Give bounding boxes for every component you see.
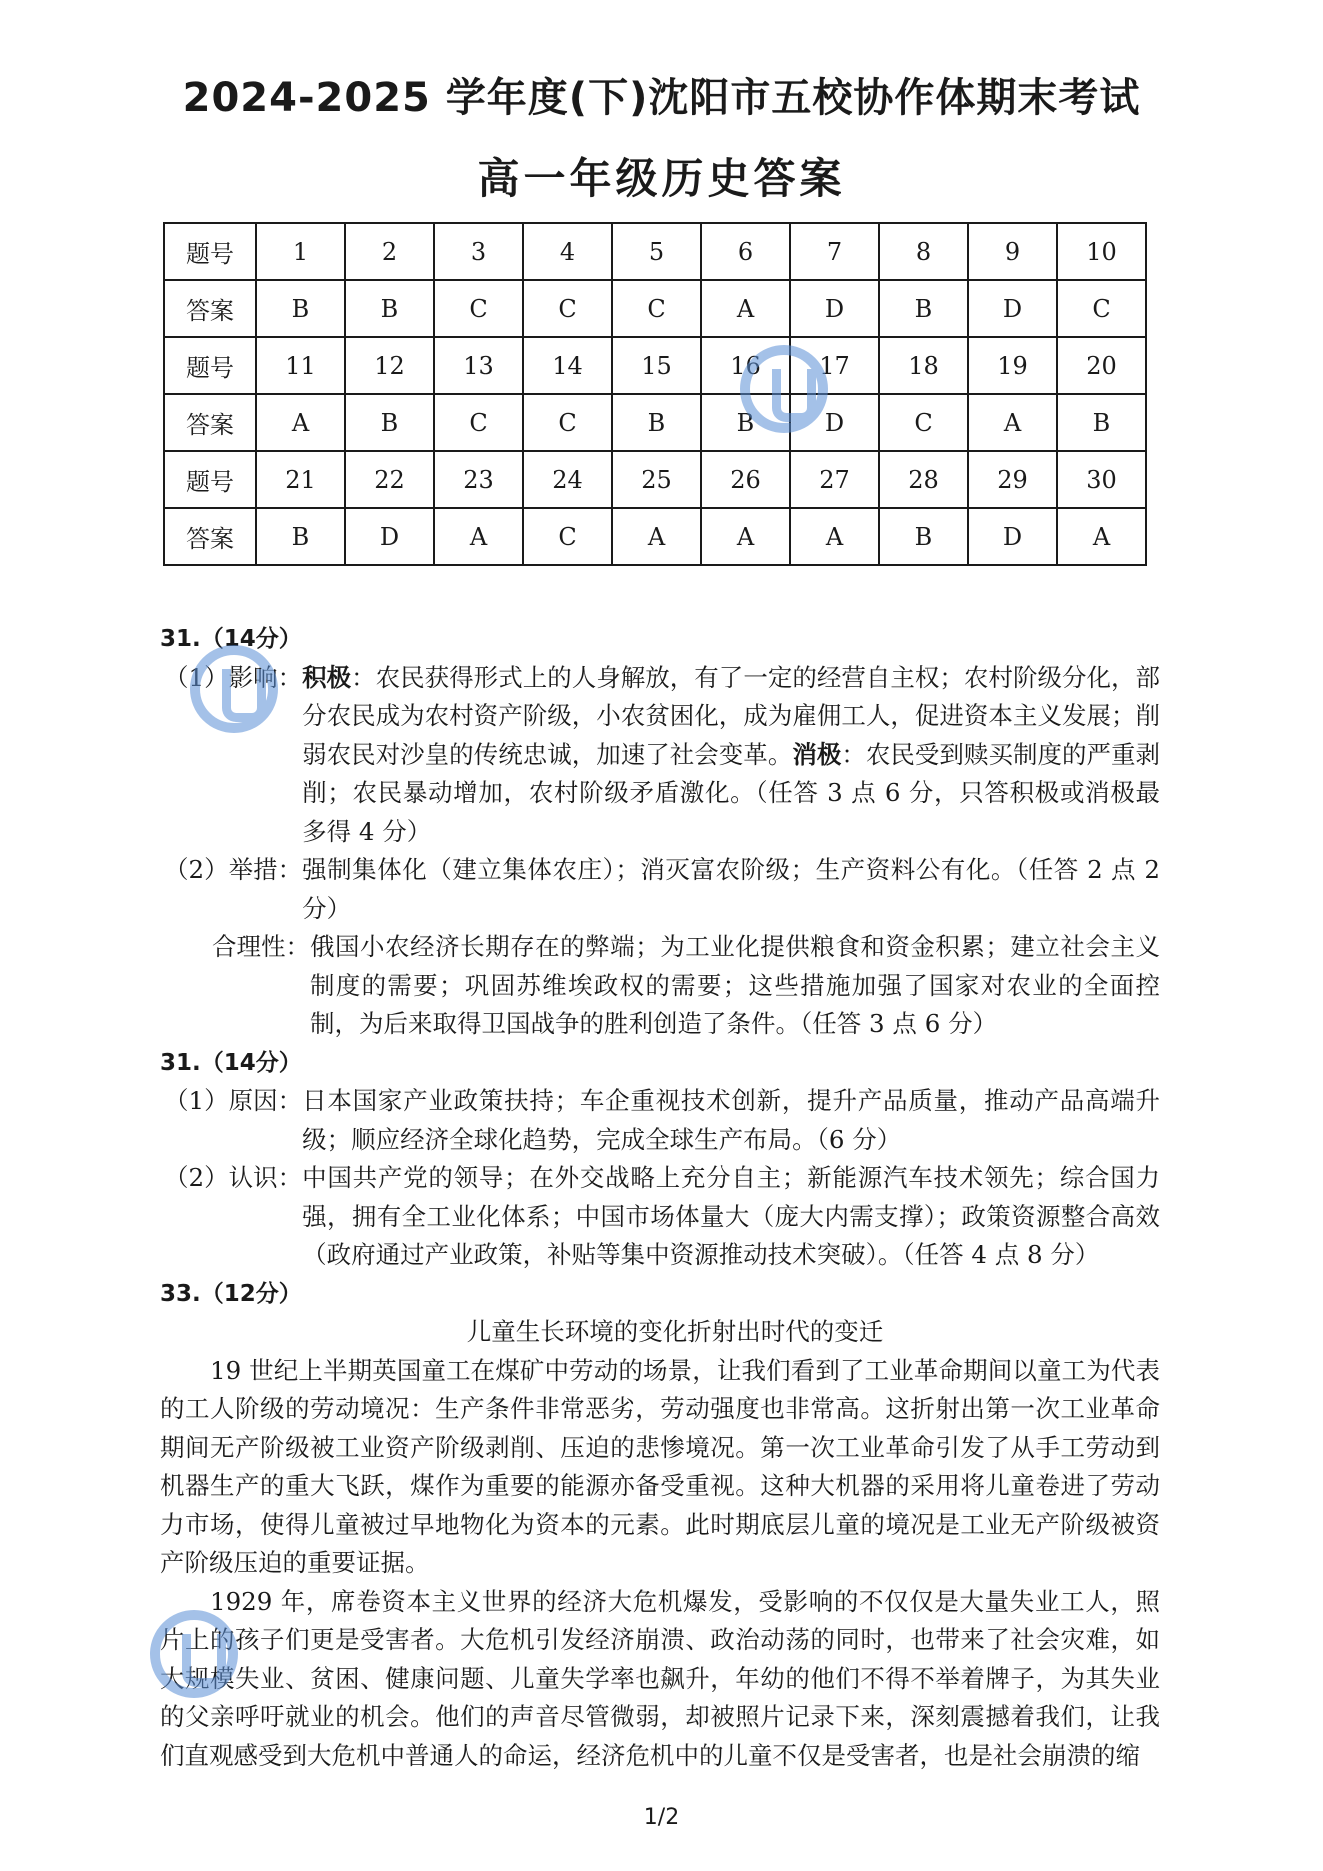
question-number-cell: 27 — [790, 451, 879, 508]
question-number-cell: 1 — [256, 223, 345, 280]
question-number-cell: 7 — [790, 223, 879, 280]
question-33-heading: 33.（12分） — [160, 1280, 302, 1307]
part-label: （2）举措： — [164, 855, 303, 884]
answer-cell: B — [879, 280, 968, 337]
row-label-question: 题号 — [164, 337, 256, 394]
answer-cell: A — [256, 394, 345, 451]
answer-cell: D — [968, 280, 1057, 337]
question-number-cell: 23 — [434, 451, 523, 508]
question-number-cell: 21 — [256, 451, 345, 508]
question-number-cell: 15 — [612, 337, 701, 394]
question-32-part-1 — [160, 1082, 1160, 1159]
answer-row — [164, 508, 1146, 565]
text-positive: ：农民获得形式上的人身解放，有了一定的经营自主权；农村阶级分化，部分农民成为农村资产阶级，小农贫困化，成为雇佣工人，促进资本主义发展；削弱农民对沙皇的传统忠诚，加速了社会变革。 — [302, 662, 1161, 769]
answer-cell: C — [1057, 280, 1146, 337]
question-31-part-2 — [160, 851, 1160, 928]
keyword-negative: 消极 — [792, 739, 842, 769]
part-label: （2）认识： — [164, 1163, 303, 1192]
question-number-cell: 10 — [1057, 223, 1146, 280]
answer-cell: C — [434, 280, 523, 337]
answer-cell: A — [612, 508, 701, 565]
question-31-part-1 — [160, 659, 1160, 852]
question-32-part-2 — [160, 1159, 1160, 1275]
question-number-cell: 17 — [790, 337, 879, 394]
answer-cell: B — [256, 280, 345, 337]
part-text — [302, 659, 1160, 852]
question-number-cell: 20 — [1057, 337, 1146, 394]
question-number-cell: 29 — [968, 451, 1057, 508]
question-number-cell: 25 — [612, 451, 701, 508]
question-number-cell: 13 — [434, 337, 523, 394]
answer-cell: A — [434, 508, 523, 565]
question-number-row — [164, 337, 1146, 394]
question-number-cell: 6 — [701, 223, 790, 280]
answer-body — [160, 620, 1160, 1775]
answer-cell: C — [434, 394, 523, 451]
question-31-part-2-rationale — [160, 928, 1160, 1044]
answer-cell: B — [256, 508, 345, 565]
keyword-positive: 积极 — [302, 662, 352, 692]
answer-cell: C — [523, 394, 612, 451]
question-number-cell: 18 — [879, 337, 968, 394]
page-number: 1/2 — [643, 1805, 680, 1830]
question-number-cell: 24 — [523, 451, 612, 508]
answer-cell: C — [879, 394, 968, 451]
question-number-cell: 8 — [879, 223, 968, 280]
question-number-cell: 3 — [434, 223, 523, 280]
question-number-cell: 26 — [701, 451, 790, 508]
essay-paragraph-2: 1929 年，席卷资本主义世界的经济大危机爆发，受影响的不仅仅是大量失业工人，照片上的孩子们更是受害者。大危机引发经济崩溃、政治动荡的同时，也带来了社会灾难，如大规模失业、贫困、健康问题、儿童失学率也飙升，年幼的他们不得不举着牌子，为其失业的父亲呼吁就业的机会。他们的声音尽管微弱，却被照片记录下来，深刻震撼着我们，让我们直观感受到大危机中普通人的命运，经济危机中的儿童不仅是受害者，也是社会崩溃的缩 — [160, 1586, 1160, 1770]
answer-row — [164, 394, 1146, 451]
answer-cell: D — [790, 280, 879, 337]
essay-paragraph-1: 19 世纪上半期英国童工在煤矿中劳动的场景，让我们看到了工业革命期间以童工为代表的工人阶级的劳动境况：生产条件非常恶劣，劳动强度也非常高。这折射出第一次工业革命期间无产阶级被工业资产阶级剥削、压迫的悲惨境况。第一次工业革命引发了从手工劳动到机器生产的重大飞跃，煤作为重要的能源亦备受重视。这种大机器的采用将儿童卷进了劳动力市场，使得儿童被过早地物化为资本的元素。此时期底层儿童的境况是工业无产阶级被资产阶级压迫的重要证据。 — [160, 1355, 1160, 1577]
text-negative: ：农民受到赎买制度的严重剥削；农民暴动增加，农村阶级矛盾激化。（任答 3 点 6 分，只答积极或消极最多得 4 分） — [302, 739, 1161, 846]
essay-title: 儿童生长环境的变化折射出时代的变迁 — [466, 1317, 884, 1346]
question-32-heading: 31.（14分） — [160, 1049, 302, 1076]
answer-cell: C — [523, 280, 612, 337]
row-label-question: 题号 — [164, 451, 256, 508]
answer-table — [163, 222, 1147, 566]
question-number-cell: 9 — [968, 223, 1057, 280]
answer-cell: C — [523, 508, 612, 565]
answer-cell: A — [701, 280, 790, 337]
part-text: 日本国家产业政策扶持；车企重视技术创新，提升产品质量，推动产品高端升级；顺应经济全球化趋势，完成全球生产布局。（6 分） — [302, 1086, 1160, 1154]
part-label: （1）影响： — [164, 662, 303, 692]
answer-cell: B — [612, 394, 701, 451]
question-number-cell: 22 — [345, 451, 434, 508]
answer-cell: D — [968, 508, 1057, 565]
question-number-cell: 30 — [1057, 451, 1146, 508]
answer-cell: B — [345, 394, 434, 451]
answer-cell: C — [612, 280, 701, 337]
question-number-cell: 2 — [345, 223, 434, 280]
question-number-cell: 4 — [523, 223, 612, 280]
question-number-cell: 5 — [612, 223, 701, 280]
question-number-cell: 16 — [701, 337, 790, 394]
row-label-answer: 答案 — [164, 508, 256, 565]
row-label-answer: 答案 — [164, 394, 256, 451]
answer-cell: B — [879, 508, 968, 565]
exam-subtitle: 高一年级历史答案 — [477, 154, 846, 203]
row-label-answer: 答案 — [164, 280, 256, 337]
part-text: 中国共产党的领导；在外交战略上充分自主；新能源汽车技术领先；综合国力强，拥有全工业化体系；中国市场体量大（庞大内需支撑）；政策资源整合高效（政府通过产业政策，补贴等集中资源推动技术突破）。（任答 4 点 8 分） — [302, 1163, 1160, 1269]
answer-cell: A — [701, 508, 790, 565]
question-number-cell: 12 — [345, 337, 434, 394]
answer-cell: A — [1057, 508, 1146, 565]
part-text: 强制集体化（建立集体农庄）；消灭富农阶级；生产资料公有化。（任答 2 点 2 分） — [302, 855, 1160, 923]
part-label: （1）原因： — [164, 1086, 303, 1115]
answer-cell: D — [790, 394, 879, 451]
answer-cell: B — [345, 280, 434, 337]
question-number-row — [164, 451, 1146, 508]
answer-cell: B — [701, 394, 790, 451]
answer-row — [164, 280, 1146, 337]
question-number-row — [164, 223, 1146, 280]
part-label: 合理性： — [212, 932, 310, 961]
question-31-heading: 31.（14分） — [160, 626, 302, 652]
answer-cell: B — [1057, 394, 1146, 451]
question-number-cell: 19 — [968, 337, 1057, 394]
answer-cell: A — [790, 508, 879, 565]
exam-title: 2024-2025 学年度(下)沈阳市五校协作体期末考试 — [182, 75, 1141, 121]
question-number-cell: 14 — [523, 337, 612, 394]
part-text: 俄国小农经济长期存在的弊端；为工业化提供粮食和资金积累；建立社会主义制度的需要；巩固苏维埃政权的需要；这些措施加强了国家对农业的全面控制，为后来取得卫国战争的胜利创造了条件。（任答 3 点 6 分） — [310, 932, 1160, 1038]
answer-cell: D — [345, 508, 434, 565]
row-label-question: 题号 — [164, 223, 256, 280]
answer-cell: A — [968, 394, 1057, 451]
question-number-cell: 11 — [256, 337, 345, 394]
question-number-cell: 28 — [879, 451, 968, 508]
